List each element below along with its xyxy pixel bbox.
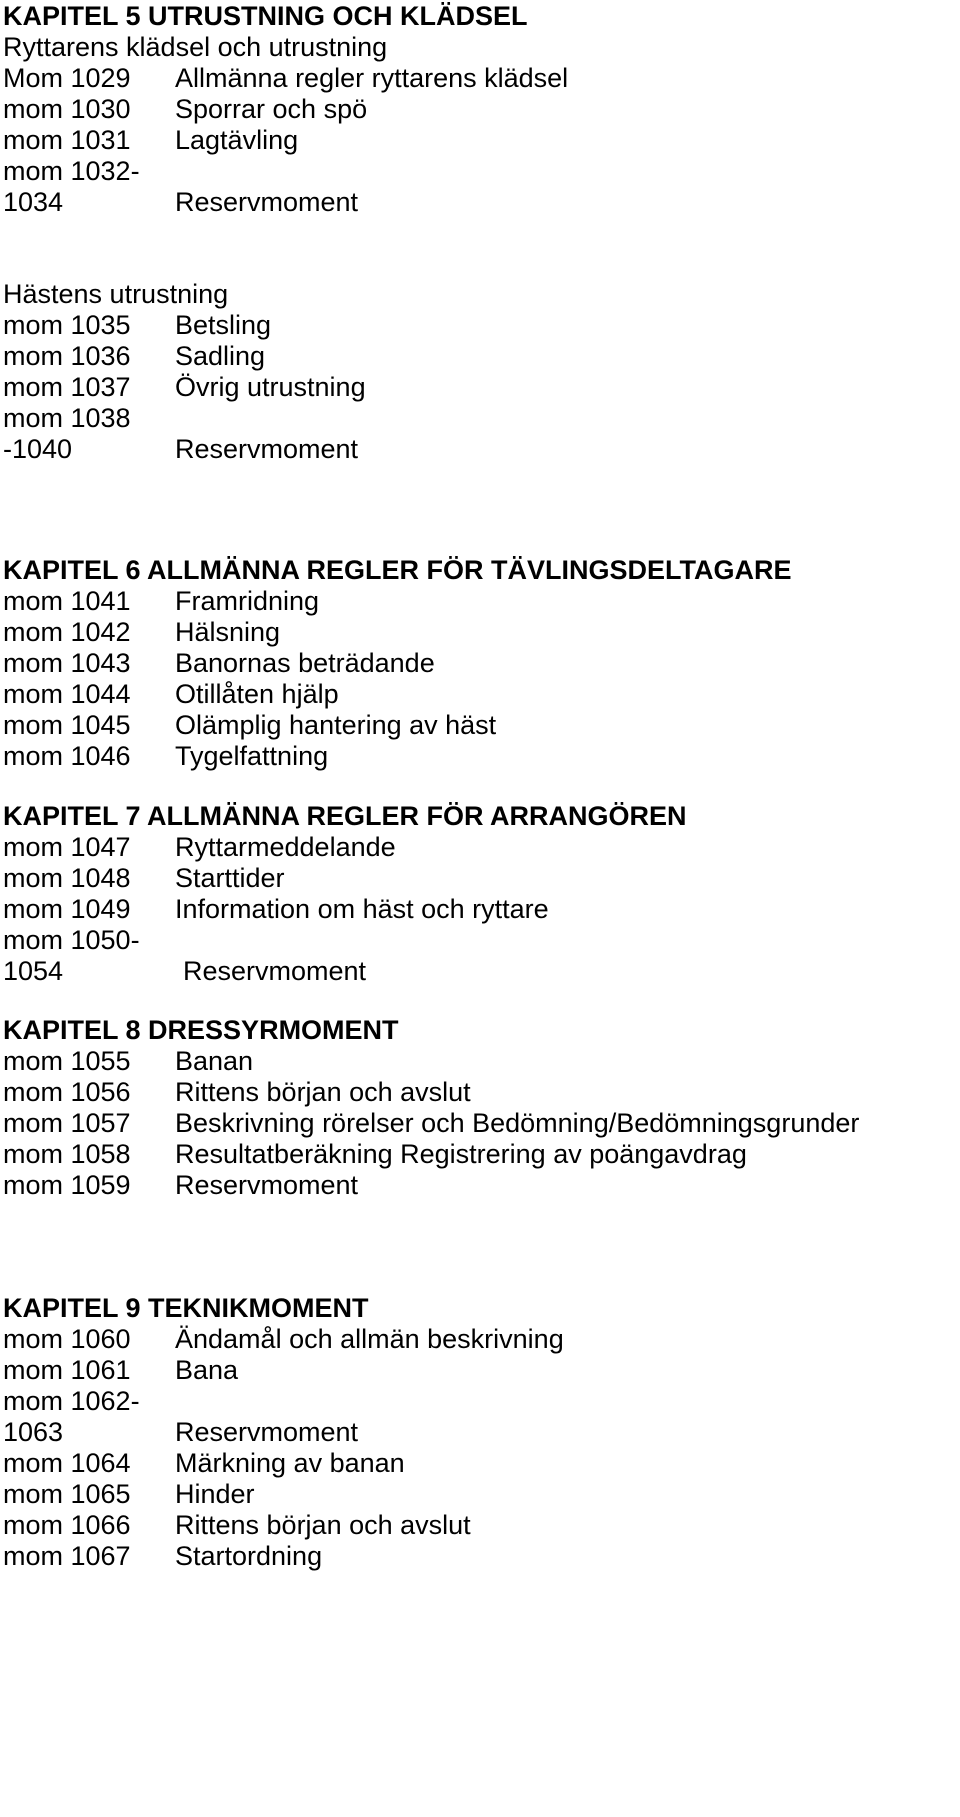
toc-line-1055 [3,1045,253,1077]
moment-title: Reservmoment [175,1417,359,1447]
moment-number: -1040 [3,434,73,464]
toc-line-1056 [3,1076,471,1108]
moment-title: Bana [175,1355,239,1385]
moment-title: Information om häst och ryttare [175,894,549,924]
toc-line-1037 [3,371,366,403]
toc-line-1044 [3,678,339,710]
moment-title: Övrig utrustning [175,372,366,402]
moment-number: mom 1030 [3,94,131,124]
moment-number: mom 1058 [3,1139,131,1169]
moment-title: Olämplig hantering av häst [175,710,497,740]
chapter-6-heading: KAPITEL 6 ALLMÄNNA REGLER FÖR TÄVLINGSDELTAGARE [3,555,792,585]
toc-line-1031 [3,124,298,156]
chapter-7-heading: KAPITEL 7 ALLMÄNNA REGLER FÖR ARRANGÖREN [3,801,687,831]
section-heading-horse-equipment: Hästens utrustning [3,279,229,309]
moment-number: mom 1046 [3,741,131,771]
moment-title: Tygelfattning [175,741,329,771]
moment-title: Banan [175,1046,254,1076]
moment-number: 1034 [3,187,64,217]
moment-number: mom 1035 [3,310,131,340]
toc-line-1060 [3,1323,564,1355]
moment-number: 1054 [3,956,64,986]
toc-line-1047 [3,831,396,863]
chapter-9-heading: KAPITEL 9 TEKNIKMOMENT [3,1293,369,1323]
toc-line-1030 [3,93,367,125]
toc-line-1064 [3,1447,405,1479]
moment-number: mom 1036 [3,341,131,371]
chapter-5-heading: KAPITEL 5 UTRUSTNING OCH KLÄDSEL [3,1,528,31]
moment-title: Reservmoment [175,187,359,217]
moment-title: Beskrivning rörelser och Bedömning/Bedömningsgrunder [175,1108,860,1138]
toc-line-1048 [3,862,285,894]
moment-title: Rittens början och avslut [175,1510,471,1540]
moment-number: mom 1043 [3,648,131,678]
toc-line-1032-end [3,186,358,218]
toc-line-1050-end [3,955,366,987]
moment-title: Otillåten hjälp [175,679,339,709]
moment-title: Startordning [175,1541,323,1571]
moment-title: Allmänna regler ryttarens klädsel [175,63,569,93]
moment-number: mom 1060 [3,1324,131,1354]
moment-number: mom 1042 [3,617,131,647]
toc-line-1046 [3,740,328,772]
toc-line-1038-start: mom 1038 [3,403,131,433]
toc-line-1057 [3,1107,859,1139]
moment-number: mom 1065 [3,1479,131,1509]
toc-line-1066 [3,1509,471,1541]
moment-title: Reservmoment [183,956,367,986]
moment-number: mom 1064 [3,1448,131,1478]
moment-title: Banornas beträdande [175,648,435,678]
moment-number: Mom 1029 [3,63,131,93]
toc-line-1050-start: mom 1050- [3,925,140,955]
toc-line-1067 [3,1540,322,1572]
moment-title: Framridning [175,586,320,616]
moment-title: Lagtävling [175,125,299,155]
moment-number: mom 1059 [3,1170,131,1200]
toc-line-1035 [3,309,271,341]
moment-number: mom 1057 [3,1108,131,1138]
moment-title: Ryttarmeddelande [175,832,396,862]
toc-line-1062-end [3,1416,358,1448]
toc-line-1049 [3,893,549,925]
moment-title: Resultatberäkning Registrering av poängavdrag [175,1139,747,1169]
toc-line-1043 [3,647,435,679]
moment-number: mom 1031 [3,125,131,155]
toc-line-1032-start: mom 1032- [3,156,140,186]
moment-title: Sporrar och spö [175,94,368,124]
moment-number: mom 1061 [3,1355,131,1385]
moment-number: mom 1048 [3,863,131,893]
moment-number: mom 1044 [3,679,131,709]
moment-title: Ändamål och allmän beskrivning [175,1324,564,1354]
section-heading-rider-equipment: Ryttarens klädsel och utrustning [3,32,388,62]
moment-title: Reservmoment [175,434,359,464]
toc-line-1058 [3,1138,747,1170]
moment-title: Starttider [175,863,285,893]
chapter-8-heading: KAPITEL 8 DRESSYRMOMENT [3,1015,399,1045]
moment-number: mom 1066 [3,1510,131,1540]
moment-title: Sadling [175,341,266,371]
moment-title: Reservmoment [175,1170,359,1200]
moment-number: mom 1041 [3,586,131,616]
moment-title: Märkning av banan [175,1448,405,1478]
moment-title: Betsling [175,310,272,340]
moment-number: mom 1067 [3,1541,131,1571]
moment-title: Hälsning [175,617,281,647]
moment-title: Rittens början och avslut [175,1077,471,1107]
toc-line-1062-start: mom 1062- [3,1386,140,1416]
toc-line-1038-end [3,433,358,465]
toc-line-1059 [3,1169,358,1201]
moment-number: mom 1055 [3,1046,131,1076]
toc-line-1036 [3,340,265,372]
moment-number: mom 1049 [3,894,131,924]
toc-line-1061 [3,1354,238,1386]
moment-number: mom 1047 [3,832,131,862]
toc-line-1042 [3,616,280,648]
moment-number: mom 1045 [3,710,131,740]
toc-line-1065 [3,1478,255,1510]
toc-line-1041 [3,585,319,617]
moment-number: mom 1037 [3,372,131,402]
moment-number: mom 1056 [3,1077,131,1107]
moment-number: 1063 [3,1417,64,1447]
toc-line-1045 [3,709,496,741]
toc-line-1029 [3,62,568,94]
moment-title: Hinder [175,1479,255,1509]
